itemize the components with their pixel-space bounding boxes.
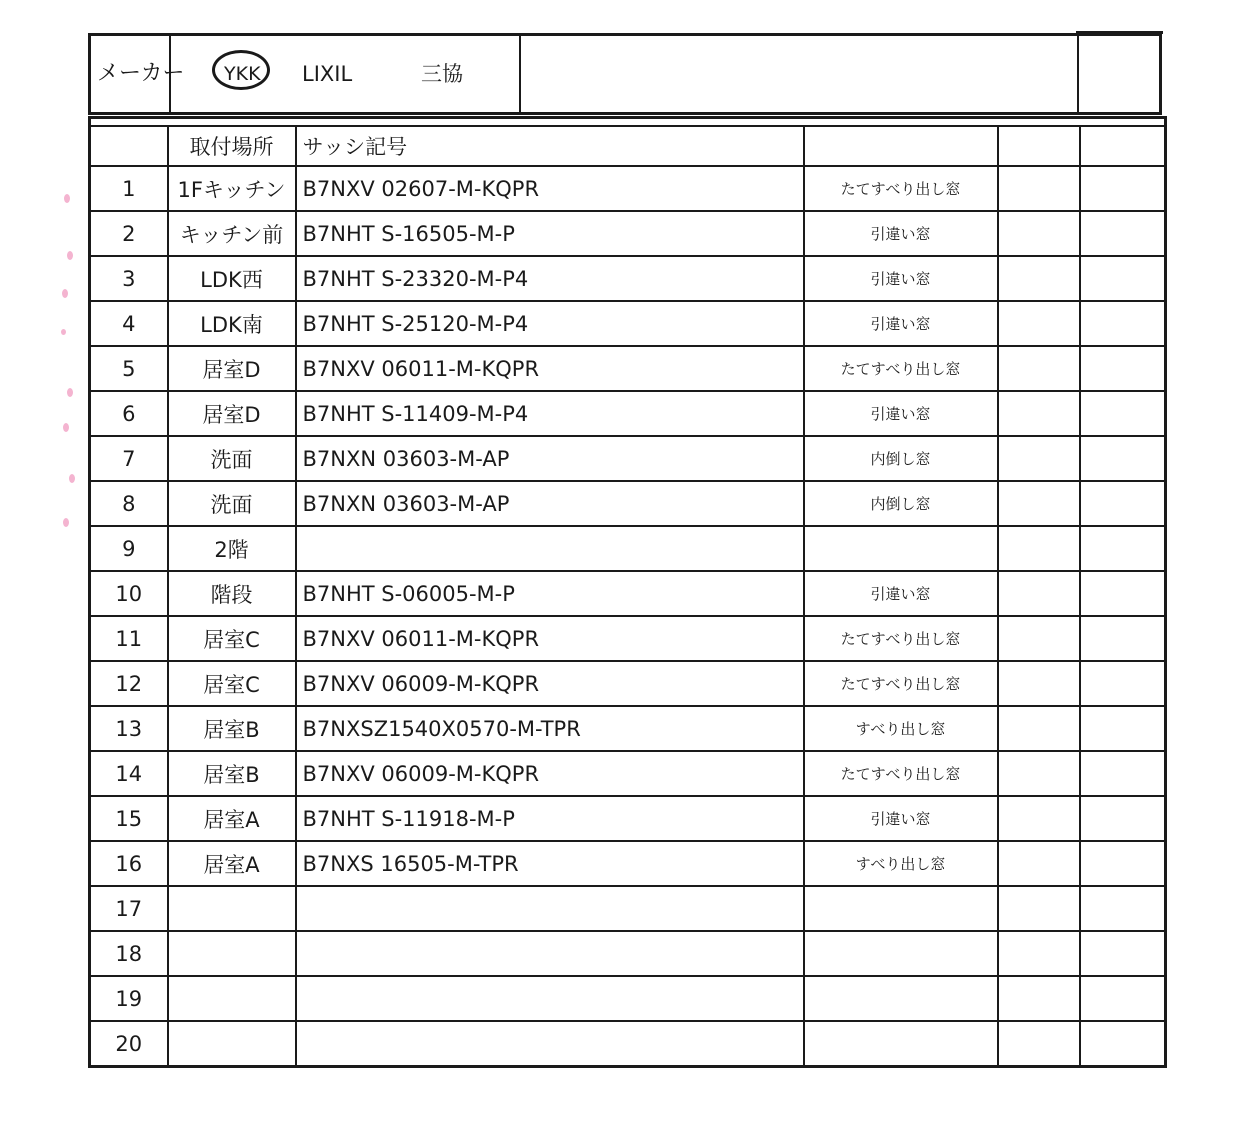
header-cell — [1080, 126, 1166, 166]
row-blank-cell — [1080, 166, 1166, 211]
row-window-type: 内倒し窓 — [804, 481, 998, 526]
row-window-type: たてすべり出し窓 — [804, 751, 998, 796]
spacer-row — [90, 118, 1166, 127]
row-window-type: すべり出し窓 — [804, 841, 998, 886]
row-number: 17 — [90, 886, 168, 931]
row-number: 8 — [90, 481, 168, 526]
row-number: 18 — [90, 931, 168, 976]
row-window-type: すべり出し窓 — [804, 706, 998, 751]
maker-option-ykk[interactable]: YKK — [224, 63, 261, 85]
row-blank-cell — [1080, 301, 1166, 346]
row-blank-cell — [1080, 706, 1166, 751]
row-number: 16 — [90, 841, 168, 886]
header-place: 取付場所 — [168, 126, 296, 166]
table-row — [90, 481, 1166, 526]
row-sash-code: B7NXV 06011-M-KQPR — [296, 346, 804, 391]
row-blank-cell — [998, 166, 1080, 211]
row-blank-cell — [1080, 391, 1166, 436]
table-row — [90, 931, 1166, 976]
table-row — [90, 616, 1166, 661]
row-number: 19 — [90, 976, 168, 1021]
row-blank-cell — [998, 751, 1080, 796]
row-blank-cell — [1080, 526, 1166, 571]
maker-label: メーカー — [97, 61, 185, 86]
row-number: 3 — [90, 256, 168, 301]
maker-box — [88, 33, 1162, 115]
divider — [1077, 36, 1079, 112]
table-row — [90, 976, 1166, 1021]
row-blank-cell — [1080, 571, 1166, 616]
row-blank-cell — [998, 211, 1080, 256]
row-sash-code: B7NXV 06009-M-KQPR — [296, 751, 804, 796]
row-window-type — [804, 886, 998, 931]
row-sash-code: B7NXN 03603-M-AP — [296, 481, 804, 526]
row-blank-cell — [998, 391, 1080, 436]
row-number: 2 — [90, 211, 168, 256]
row-number: 12 — [90, 661, 168, 706]
row-window-type: たてすべり出し窓 — [804, 346, 998, 391]
row-blank-cell — [998, 706, 1080, 751]
table-row — [90, 886, 1166, 931]
table-row — [90, 841, 1166, 886]
margin-mark — [64, 194, 70, 203]
table-row — [90, 751, 1166, 796]
divider — [169, 36, 171, 112]
row-place: 居室B — [168, 751, 296, 796]
row-number: 20 — [90, 1021, 168, 1067]
table-row — [90, 301, 1166, 346]
row-number: 9 — [90, 526, 168, 571]
divider — [519, 36, 521, 112]
header-cell — [804, 126, 998, 166]
row-window-type — [804, 1021, 998, 1067]
row-blank-cell — [1080, 616, 1166, 661]
row-blank-cell — [998, 436, 1080, 481]
table-row — [90, 706, 1166, 751]
table-row — [90, 526, 1166, 571]
row-number: 7 — [90, 436, 168, 481]
maker-option-sankyo[interactable]: 三協 — [421, 62, 463, 86]
row-blank-cell — [998, 886, 1080, 931]
row-sash-code — [296, 931, 804, 976]
row-number: 10 — [90, 571, 168, 616]
table-row — [90, 1021, 1166, 1067]
row-place — [168, 976, 296, 1021]
row-place — [168, 931, 296, 976]
row-place: 居室D — [168, 391, 296, 436]
margin-mark — [63, 423, 69, 432]
row-number: 14 — [90, 751, 168, 796]
row-number: 11 — [90, 616, 168, 661]
row-window-type: 引違い窓 — [804, 256, 998, 301]
row-place — [168, 1021, 296, 1067]
table-row — [90, 391, 1166, 436]
row-sash-code: B7NXV 06011-M-KQPR — [296, 616, 804, 661]
row-blank-cell — [1080, 931, 1166, 976]
row-sash-code: B7NXS 16505-M-TPR — [296, 841, 804, 886]
margin-mark — [63, 518, 69, 527]
margin-mark — [61, 329, 66, 335]
row-blank-cell — [1080, 436, 1166, 481]
row-blank-cell — [1080, 211, 1166, 256]
row-blank-cell — [1080, 886, 1166, 931]
table-row — [90, 166, 1166, 211]
sash-table — [88, 116, 1167, 1068]
row-blank-cell — [1080, 346, 1166, 391]
row-place: LDK南 — [168, 301, 296, 346]
row-place: 居室C — [168, 616, 296, 661]
row-place: 居室B — [168, 706, 296, 751]
maker-option-lixil[interactable]: LIXIL — [302, 62, 353, 86]
row-number: 5 — [90, 346, 168, 391]
row-place: 階段 — [168, 571, 296, 616]
row-window-type: たてすべり出し窓 — [804, 616, 998, 661]
row-blank-cell — [1080, 661, 1166, 706]
row-window-type: 引違い窓 — [804, 301, 998, 346]
row-number: 13 — [90, 706, 168, 751]
row-blank-cell — [1080, 841, 1166, 886]
row-place: 居室C — [168, 661, 296, 706]
row-place: 1Fキッチン — [168, 166, 296, 211]
row-blank-cell — [998, 256, 1080, 301]
header-cell — [90, 126, 168, 166]
row-blank-cell — [998, 841, 1080, 886]
row-number: 1 — [90, 166, 168, 211]
row-blank-cell — [1080, 976, 1166, 1021]
table-row — [90, 436, 1166, 481]
row-sash-code: B7NHT S-06005-M-P — [296, 571, 804, 616]
row-sash-code: B7NHT S-11409-M-P4 — [296, 391, 804, 436]
row-window-type: 引違い窓 — [804, 796, 998, 841]
row-blank-cell — [998, 616, 1080, 661]
margin-mark — [62, 289, 68, 298]
row-sash-code: B7NHT S-11918-M-P — [296, 796, 804, 841]
row-blank-cell — [1080, 796, 1166, 841]
row-blank-cell — [998, 301, 1080, 346]
row-window-type: 引違い窓 — [804, 211, 998, 256]
margin-mark — [69, 474, 75, 483]
table-row — [90, 571, 1166, 616]
row-sash-code: B7NXSZ1540X0570-M-TPR — [296, 706, 804, 751]
table-row — [90, 211, 1166, 256]
row-sash-code — [296, 1021, 804, 1067]
row-place: 居室D — [168, 346, 296, 391]
row-place: 洗面 — [168, 436, 296, 481]
row-blank-cell — [998, 1021, 1080, 1067]
header-code: サッシ記号 — [296, 126, 804, 166]
row-window-type: 引違い窓 — [804, 391, 998, 436]
row-blank-cell — [998, 796, 1080, 841]
row-blank-cell — [998, 481, 1080, 526]
row-sash-code — [296, 526, 804, 571]
row-window-type: たてすべり出し窓 — [804, 661, 998, 706]
row-blank-cell — [998, 526, 1080, 571]
row-place — [168, 886, 296, 931]
row-blank-cell — [1080, 256, 1166, 301]
table-row — [90, 796, 1166, 841]
row-sash-code: B7NHT S-25120-M-P4 — [296, 301, 804, 346]
row-sash-code — [296, 976, 804, 1021]
margin-mark — [67, 388, 73, 397]
row-window-type — [804, 976, 998, 1021]
row-place: 居室A — [168, 796, 296, 841]
table-row — [90, 346, 1166, 391]
row-blank-cell — [998, 346, 1080, 391]
header-row — [90, 126, 1166, 166]
row-sash-code — [296, 886, 804, 931]
row-window-type: 引違い窓 — [804, 571, 998, 616]
row-sash-code: B7NXV 06009-M-KQPR — [296, 661, 804, 706]
row-number: 15 — [90, 796, 168, 841]
row-place: 洗面 — [168, 481, 296, 526]
row-blank-cell — [1080, 751, 1166, 796]
header-cell — [998, 126, 1080, 166]
row-blank-cell — [998, 931, 1080, 976]
row-window-type: 内倒し窓 — [804, 436, 998, 481]
row-window-type: たてすべり出し窓 — [804, 166, 998, 211]
row-place: キッチン前 — [168, 211, 296, 256]
row-sash-code: B7NHT S-16505-M-P — [296, 211, 804, 256]
row-blank-cell — [998, 976, 1080, 1021]
table-row — [90, 256, 1166, 301]
row-blank-cell — [998, 571, 1080, 616]
margin-mark — [67, 251, 73, 260]
row-window-type — [804, 526, 998, 571]
row-sash-code: B7NXV 02607-M-KQPR — [296, 166, 804, 211]
table-row — [90, 661, 1166, 706]
row-number: 4 — [90, 301, 168, 346]
row-place: 2階 — [168, 526, 296, 571]
row-blank-cell — [998, 661, 1080, 706]
row-blank-cell — [1080, 1021, 1166, 1067]
row-window-type — [804, 931, 998, 976]
row-number: 6 — [90, 391, 168, 436]
row-sash-code: B7NXN 03603-M-AP — [296, 436, 804, 481]
row-sash-code: B7NHT S-23320-M-P4 — [296, 256, 804, 301]
row-place: 居室A — [168, 841, 296, 886]
row-blank-cell — [1080, 481, 1166, 526]
row-place: LDK西 — [168, 256, 296, 301]
